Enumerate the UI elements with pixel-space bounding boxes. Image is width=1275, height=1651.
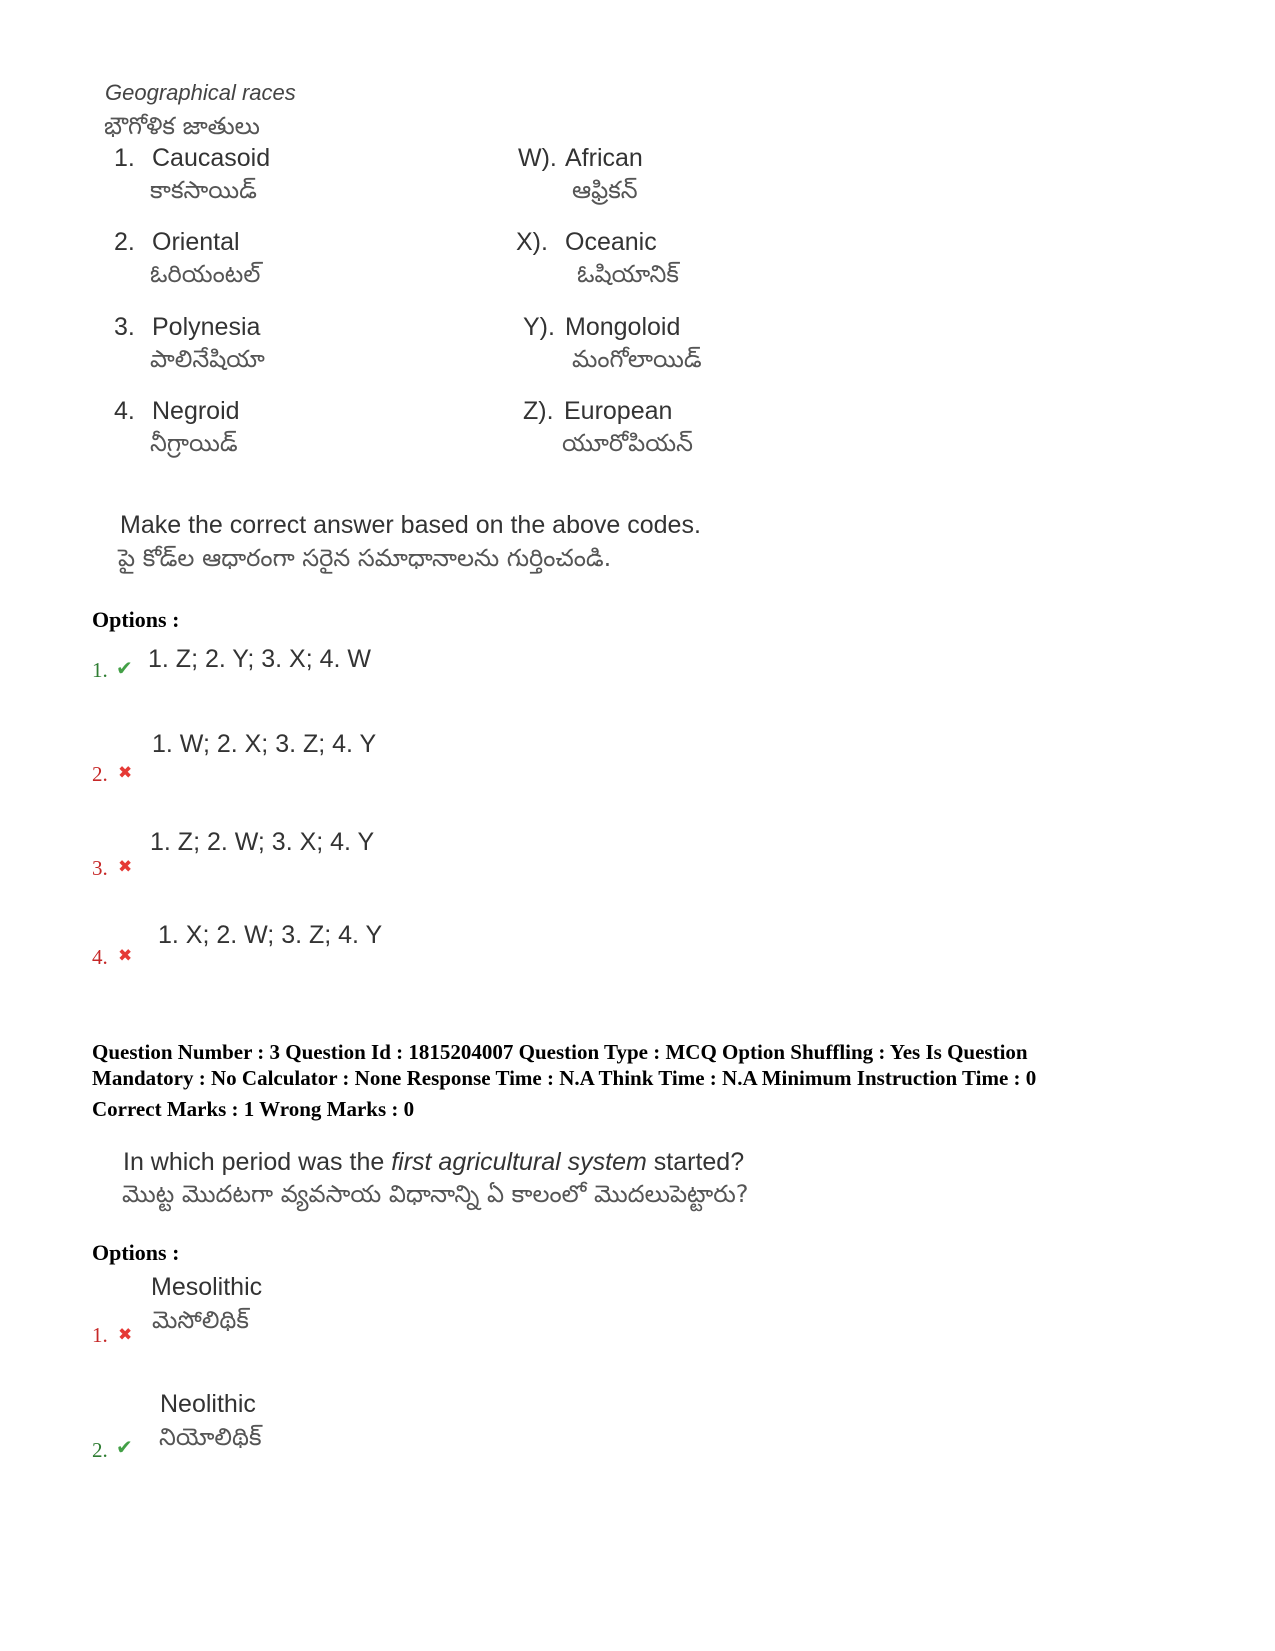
option-number: 1. bbox=[92, 658, 108, 682]
list-item-code: W). bbox=[518, 144, 557, 172]
question-marks: Correct Marks : 1 Wrong Marks : 0 bbox=[92, 1097, 415, 1121]
instruction-te: పై కోడ్‌ల ఆధారంగా సరైన సమాధానాలను గుర్తించండి. bbox=[118, 544, 612, 572]
option-text-en: Mesolithic bbox=[151, 1273, 263, 1301]
list-item-number: 4. bbox=[114, 397, 135, 425]
cross-icon: ✖ bbox=[118, 1325, 133, 1344]
question-text-te: మొట్ట మొదటగా వ్యవసాయ విధానాన్ని ఏ కాలంలో మొదలుపెట్టారు? bbox=[122, 1180, 749, 1208]
list-item-code: Y). bbox=[523, 313, 555, 341]
list-item-en: Oceanic bbox=[565, 228, 657, 256]
check-icon: ✔ bbox=[116, 1437, 133, 1459]
list-item-en: Caucasoid bbox=[152, 144, 271, 172]
options-label: Options : bbox=[92, 1240, 180, 1265]
options-label: Options : bbox=[92, 607, 180, 632]
list-item-te: ఓషియానిక్ bbox=[577, 260, 679, 288]
option-text-en: Neolithic bbox=[160, 1390, 256, 1418]
cross-icon: ✖ bbox=[118, 946, 133, 965]
option-number: 1. bbox=[92, 1323, 108, 1347]
option-text: 1. Z; 2. Y; 3. X; 4. W bbox=[148, 645, 371, 673]
question-text-prefix: In which period was the bbox=[123, 1148, 392, 1176]
list-item-te: ఓరియంటల్ bbox=[150, 260, 261, 288]
question-text-en bbox=[123, 1148, 744, 1177]
list-item-code: X). bbox=[516, 228, 548, 256]
list-item-te: పాలినేషియా bbox=[150, 345, 265, 373]
cross-icon: ✖ bbox=[118, 763, 133, 782]
list-item-te: ఆఫ్రికన్ bbox=[572, 176, 638, 204]
option-text-te: మెసోలిథిక్ bbox=[152, 1306, 249, 1334]
option-number: 3. bbox=[92, 856, 108, 880]
list-item-te: కాకసాయిడ్ bbox=[150, 176, 257, 204]
instruction-en: Make the correct answer based on the above codes. bbox=[120, 511, 701, 539]
option-text-te: నియోలిథిక్ bbox=[159, 1423, 262, 1451]
list-item-code: Z). bbox=[523, 397, 554, 425]
question-text-suffix: started? bbox=[646, 1148, 745, 1176]
option-text: 1. Z; 2. W; 3. X; 4. Y bbox=[150, 828, 375, 856]
match-heading-en: Geographical races bbox=[105, 80, 296, 105]
list-item-en: European bbox=[564, 397, 673, 425]
list-item-en: Negroid bbox=[152, 397, 240, 425]
match-heading-te: భౌగోళిక జాతులు bbox=[104, 112, 260, 140]
list-item-en: Mongoloid bbox=[565, 313, 681, 341]
cross-icon: ✖ bbox=[118, 857, 133, 876]
list-item-en: Oriental bbox=[152, 228, 240, 256]
list-item-te: మంగోలాయిడ్ bbox=[572, 345, 702, 373]
option-number: 2. bbox=[92, 1438, 108, 1462]
check-icon: ✔ bbox=[116, 658, 133, 680]
list-item-number: 3. bbox=[114, 313, 135, 341]
option-number: 2. bbox=[92, 762, 108, 786]
option-text: 1. W; 2. X; 3. Z; 4. Y bbox=[152, 730, 377, 758]
list-item-number: 1. bbox=[114, 144, 135, 172]
question-text-italic: first agricultural system bbox=[391, 1148, 647, 1176]
list-item-te: యూరోపియన్ bbox=[562, 429, 693, 457]
option-number: 4. bbox=[92, 945, 108, 969]
list-item-te: నీగ్రాయిడ్ bbox=[150, 429, 238, 457]
question-meta-line-2: Mandatory : No Calculator : None Response Time : N.A Think Time : N.A Minimum Instruction Time : 0 bbox=[92, 1066, 1037, 1090]
list-item-en: Polynesia bbox=[152, 313, 261, 341]
question-meta-line-1: Question Number : 3 Question Id : 1815204007 Question Type : MCQ Option Shuffling : Yes Is Question bbox=[92, 1040, 1028, 1064]
option-text: 1. X; 2. W; 3. Z; 4. Y bbox=[158, 921, 383, 949]
list-item-number: 2. bbox=[114, 228, 135, 256]
list-item-en: African bbox=[565, 144, 643, 172]
